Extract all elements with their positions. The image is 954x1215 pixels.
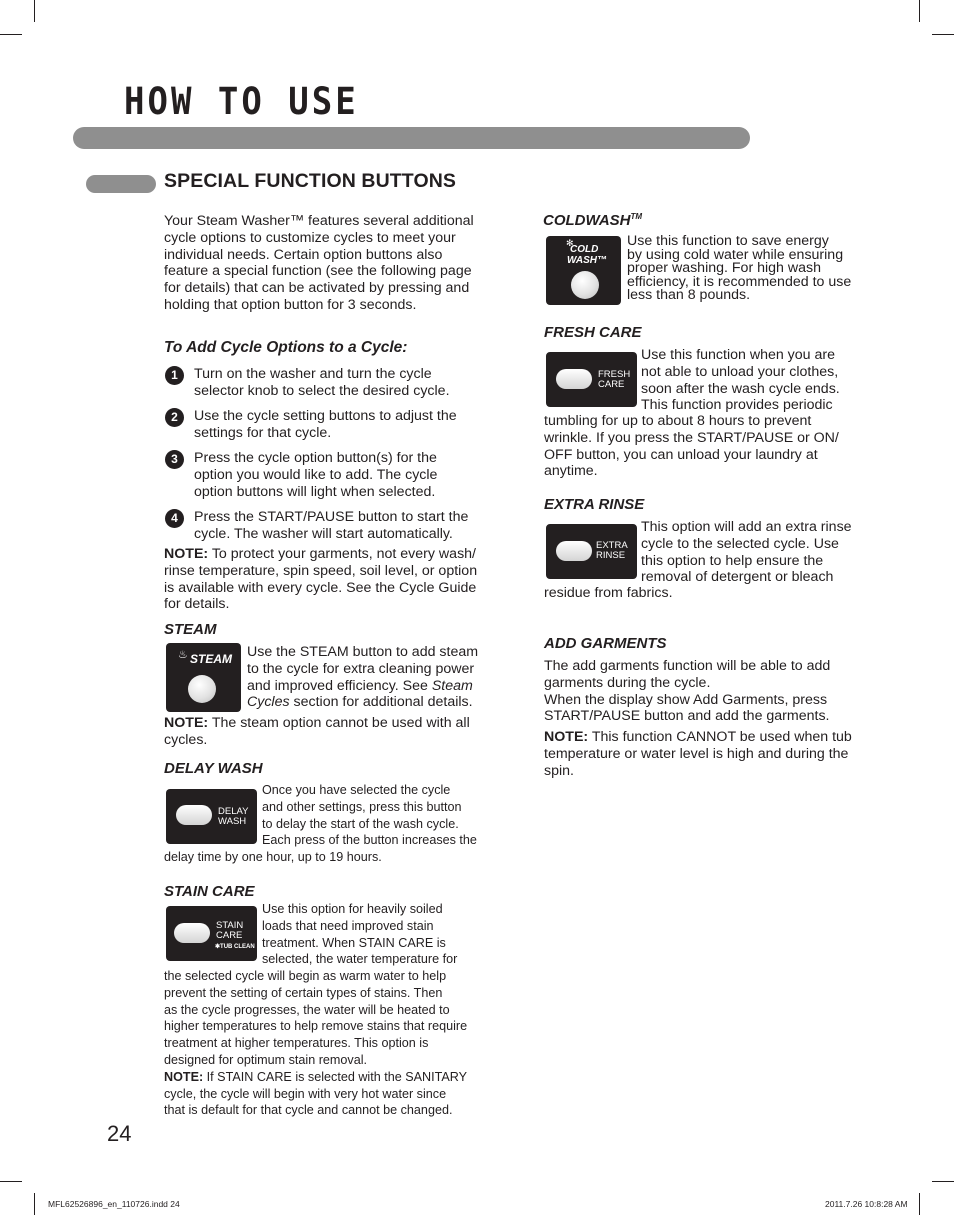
add-options-note: NOTE: To protect your garments, not every wash/ rinse temperature, spin speed, soil level, or option is available with every cycle. See the Cycle Guide for details.: [164, 546, 478, 613]
step-text: Turn on the washer and turn the cycle selector knob to select the desired cycle.: [194, 366, 450, 399]
step-text: Press the cycle option button(s) for the option you would like to add. The cycle option buttons will light when selected.: [194, 450, 438, 500]
delay-wash-description-cont: delay time by one hour, up to 19 hours.: [164, 850, 382, 864]
delay-wash-button[interactable]: [176, 805, 212, 825]
steam-button-panel: [166, 643, 241, 712]
step-number: 4: [165, 509, 184, 528]
fresh-care-panel-label: FRESH CARE: [598, 369, 631, 390]
step-number: 2: [165, 408, 184, 427]
stain-care-panel-label: STAIN CARE: [216, 920, 244, 941]
intro-paragraph: Your Steam Washer™ features several additional cycle options to customize cycles to meet your individual needs. Certain option buttons also feature a special function (see the following page for details) that can be activated by pressing and holding that option button for 3 seconds.: [164, 213, 474, 313]
stain-care-button-panel: [166, 906, 257, 961]
stain-care-button[interactable]: [174, 923, 210, 943]
coldwash-button[interactable]: [571, 271, 599, 299]
fresh-care-button[interactable]: [556, 369, 592, 389]
crop-mark: [932, 1181, 954, 1182]
coldwash-button-panel: [546, 236, 621, 305]
step-number: 1: [165, 366, 184, 385]
section-marker: [86, 175, 156, 193]
steam-heading: STEAM: [164, 621, 217, 638]
step-text: Press the START/PAUSE button to start the cycle. The washer will start automatically.: [194, 509, 469, 542]
stain-care-description: Use this option for heavily soiled loads that need improved stain treatment. When STAIN CARE is selected, the water temperature for: [262, 902, 458, 967]
steam-button[interactable]: [188, 675, 216, 703]
crop-mark: [0, 1181, 22, 1182]
fresh-care-description: Use this function when you are not able to unload your clothes, soon after the wash cycle ends. This function provides periodic: [641, 347, 840, 414]
extra-rinse-description-cont: residue from fabrics.: [544, 585, 673, 601]
add-options-heading: To Add Cycle Options to a Cycle:: [164, 339, 408, 356]
extra-rinse-description: This option will add an extra rinse cycle to the selected cycle. Use this option to help ensure the removal of detergent or bleach: [641, 519, 852, 586]
crop-mark: [0, 34, 22, 35]
extra-rinse-button[interactable]: [556, 541, 592, 561]
fresh-care-button-panel: [546, 352, 637, 407]
delay-wash-heading: DELAY WASH: [164, 760, 263, 777]
coldwash-heading: COLDWASH™: [543, 212, 643, 229]
steam-note: NOTE: The steam option cannot be used with all cycles.: [164, 715, 470, 748]
add-garments-description: The add garments function will be able to add garments during the cycle. When the display show Add Garments, press START/PAUSE button and add the garments.: [544, 658, 831, 725]
snowflake-icon: ✻: [566, 238, 574, 248]
crop-mark: [932, 34, 954, 35]
add-garments-note: NOTE: This function CANNOT be used when tub temperature or water level is high and during the spin.: [544, 729, 852, 779]
fresh-care-heading: FRESH CARE: [544, 324, 642, 341]
crop-mark: [34, 1193, 35, 1215]
step-text: Use the cycle setting buttons to adjust the settings for that cycle.: [194, 408, 457, 441]
page-title: HOW TO USE: [124, 80, 359, 124]
stain-care-heading: STAIN CARE: [164, 883, 255, 900]
coldwash-description: Use this function to save energy by using cold water while ensuring proper washing. For high wash efficiency, it is recommended to use less than 8 pounds.: [627, 233, 852, 304]
tub-clean-label: ✱TUB CLEAN: [215, 944, 255, 950]
extra-rinse-panel-label: EXTRA RINSE: [596, 540, 628, 561]
steam-panel-label: STEAM: [190, 652, 232, 666]
crop-mark: [919, 1193, 920, 1215]
steam-icon: ♨: [178, 649, 188, 661]
section-title: SPECIAL FUNCTION BUTTONS: [164, 170, 457, 192]
page-number: 24: [107, 1121, 132, 1146]
delay-wash-button-panel: [166, 789, 257, 844]
fresh-care-description-cont: tumbling for up to about 8 hours to prevent wrinkle. If you press the START/PAUSE or ON/ OFF button, you can unload your laundry at anytime.: [544, 413, 839, 480]
steam-description: Use the STEAM button to add steam to the cycle for extra cleaning power and improved efficiency. See Steam Cycles section for additional details.: [247, 644, 479, 711]
footer-timestamp: 2011.7.26 10:8:28 AM: [825, 1199, 908, 1209]
stain-care-description-cont: the selected cycle will begin as warm water to help prevent the setting of certain types of stains. Then as the cycle progresses, the water will be heated to higher temperatures to help remove stains that require treatment at higher temperatures. This option is designed for optimum stain removal. NOTE: If STAIN CARE is selected with the SANITARY cycle, the cycle will begin with very hot water since that is default for that cycle and cannot be changed.: [164, 969, 468, 1118]
crop-mark: [34, 0, 35, 22]
crop-mark: [919, 0, 920, 22]
add-garments-heading: ADD GARMENTS: [544, 635, 667, 652]
delay-wash-panel-label: DELAY WASH: [218, 806, 249, 827]
step-number: 3: [165, 450, 184, 469]
header-bar: [73, 127, 750, 149]
extra-rinse-button-panel: [546, 524, 637, 579]
delay-wash-description: Once you have selected the cycle and other settings, press this button to delay the start of the wash cycle. Each press of the button increases the: [262, 783, 477, 848]
extra-rinse-heading: EXTRA RINSE: [544, 496, 645, 513]
coldwash-panel-label: COLD WASH™: [567, 244, 607, 266]
footer-file-info: MFL62526896_en_110726.indd 24: [48, 1199, 180, 1209]
